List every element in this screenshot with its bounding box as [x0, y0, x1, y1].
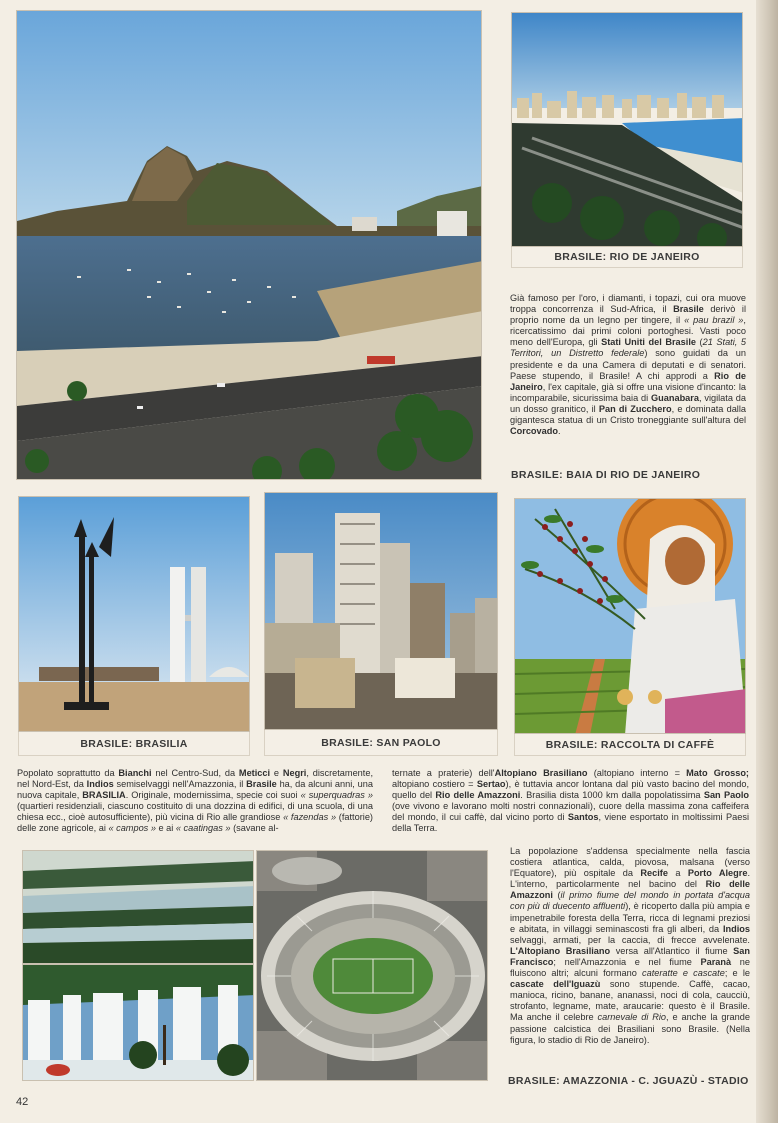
text-run: , vigilata da un dosso granitico, il [510, 392, 746, 414]
text-run: cascate dell'Iguazù [510, 979, 601, 990]
text-run: Rio de Janeiro [510, 370, 746, 392]
text-run: Negri [282, 768, 307, 778]
text-run: (altopiano interno = [587, 768, 687, 778]
page-edge [756, 0, 778, 1123]
text-run: Indios [86, 779, 114, 790]
text-run: ) sono guidati da un presidente e da una Camera di deputati e di senatori. Paese stupendo, il Brasile! A chi approdi a [510, 348, 746, 381]
text-run: , viene esportato in moltissimi Paesi della Terra. [392, 812, 749, 834]
text-brasilia-description [17, 768, 373, 835]
text-run: Mato Grosso; [686, 768, 749, 778]
text-run: ne fluiscono altri; alcuni formano [510, 956, 750, 979]
text-run: selvaggi, armati, per la caccia, di frecce avvelenate. [510, 934, 750, 945]
caption-amazzonia-stadio: BRASILE: AMAZZONIA - C. JGUAZÙ - STADIO [508, 1075, 749, 1087]
photo-rio-de-janeiro [511, 12, 743, 247]
text-run: derivò il proprio nome da un legno per tingere, il [510, 304, 747, 326]
text-run: L'Altopiano Brasiliano [510, 945, 611, 956]
caption-san-paolo: BRASILE: SAN PAOLO [264, 730, 498, 756]
text-run: « superquadras » [300, 790, 373, 801]
photo-stadio-maracana [256, 850, 488, 1081]
text-run: Porto Alegre [687, 868, 748, 879]
text-run: Santos [567, 812, 599, 823]
text-run: Altopiano Brasiliano [494, 768, 588, 778]
text-run: semiselvaggi nell'Amazzonia, il [113, 779, 247, 790]
text-run: (ove vivono e lavorano molti nostri connazionali), cuore della massima zona caffeifera del mondo, il cui caffè, dal vicino porto di [392, 801, 749, 823]
text-run: Guanabara [650, 392, 699, 403]
photo-brasilia [18, 496, 250, 732]
text-run: 21 Stati, 5 Territori, un Distretto federale [510, 337, 746, 359]
text-run: San Paolo [703, 790, 749, 801]
text-run: Brasile [673, 304, 704, 315]
text-run: il primo fiume del mondo in portata d'acqua con più di duecento affluenti [510, 890, 750, 912]
caption-raccolta-di-caffe: BRASILE: RACCOLTA DI CAFFÈ [514, 734, 746, 756]
text-run: ( [695, 337, 703, 348]
text-run: , l'ex capitale, già si offre una visione d'incanto: la incomparabile, sicurissima baia di [510, 381, 746, 403]
text-run: ternate a praterie) dell' [392, 768, 495, 778]
text-run: Indios [722, 923, 750, 934]
text-run: ; nell'Amazzonia e nel fiume [553, 956, 701, 967]
text-run: cateratte e cascate [641, 968, 725, 979]
text-run: , e anche la grande passione calcistica dei Brasiliani sono Brasile. (Nella figura, lo stadio di Rio de Janeiro). [510, 1012, 750, 1045]
text-san-paolo-description [392, 768, 749, 835]
text-run: carnevale di Rio [597, 1012, 667, 1023]
photo-baia-di-rio [16, 10, 482, 480]
text-run: (fattorie) delle zone agricole, ai [17, 812, 373, 834]
text-run: . Originale, modernissima, specie coi suoi [125, 790, 301, 801]
text-run: sono stupende. Caffè, cacao, manioca, ricino, banane, ananassi, noci di cola, caucciù, strofanto, legname, mate, araucarie: questo è il Brasile. Ma anche il celebre [510, 979, 751, 1023]
text-run: Meticci [238, 768, 271, 778]
text-run: Rio delle Amazzoni [510, 879, 750, 901]
text-run: Brasile [246, 779, 277, 790]
text-run: BRASILIA [82, 790, 126, 801]
text-run: (quartieri residenziali, ciascuno costituito di una dozzina di edifici, di una scuola, di una chiesa ecc., cioè autosufficiente), più vicina di Rio alle grandiose [17, 801, 373, 823]
text-run: ), è tuttavia ancor lontana dal più vasto bacino del mondo, quello del [392, 779, 749, 801]
photo-san-paolo [264, 492, 498, 730]
photo-cascate-iguazu [22, 964, 254, 1081]
text-amazzonia-description [510, 846, 750, 1046]
text-run: La popolazione s'addensa specialmente nella fascia costiera atlantica, calda, piovosa, malsana (verso l'Equatore), più ospitale da [510, 846, 750, 879]
text-run: « pau brazil » [684, 315, 744, 326]
photo-raccolta-di-caffe [514, 498, 746, 734]
text-run: « campos » [108, 823, 156, 834]
photo-amazzonia [22, 850, 254, 964]
text-run: a [667, 868, 688, 879]
caption-brasilia: BRASILE: BRASILIA [18, 732, 250, 756]
text-run: Recife [640, 868, 668, 879]
text-run: . L'interno, particolarmente nel bacino del [510, 868, 750, 890]
caption-baia-di-rio: BRASILE: BAIA DI RIO DE JANEIRO [511, 469, 701, 481]
text-run: « fazendas » [283, 812, 337, 823]
text-run: , e dominata dalla gigantesca statua di un Cristo troneggiante sull'altura del [510, 403, 746, 426]
text-run: Sertao [476, 779, 506, 790]
text-run: altopiano costiero = [392, 779, 477, 790]
text-run: Già famoso per l'oro, i diamanti, i topazi, cui ora muove troppa concorrenza il Sud-Africa, il [510, 293, 746, 315]
text-run: ), è ricoperto dalla più ampia e impenetrabile foresta della Terra, ricca di legnami preziosi e abitata, in villaggi seminascosti fra gli alberi, da [510, 901, 750, 934]
caption-rio-de-janeiro: BRASILE: RIO DE JANEIRO [511, 247, 743, 268]
text-run: Paranà [700, 956, 732, 967]
text-run: San Francisco [510, 945, 750, 967]
text-run: (savane al- [230, 823, 279, 834]
text-run: Bianchi [118, 768, 152, 778]
text-run: « caatingas » [175, 823, 231, 834]
text-run: e ai [155, 823, 176, 834]
text-rio-description [510, 293, 746, 437]
text-run: Corcovado [510, 426, 558, 437]
text-run: ( [552, 890, 561, 901]
text-run: ; e le [724, 968, 750, 979]
page-number: 42 [16, 1096, 29, 1108]
text-run: Pan di Zucchero [598, 403, 672, 414]
text-run: e [270, 768, 283, 778]
text-run: , ricercatissimo dai primi coloni portoghesi. Vasti poco meno dell'Europa, gli [510, 315, 746, 348]
text-run: nel Centro-Sud, da [151, 768, 239, 778]
text-run: Popolato soprattutto da [17, 768, 119, 778]
text-run: Rio delle Amazzoni [435, 790, 521, 801]
text-run: versa all'Atlantico il fiume [610, 945, 734, 956]
text-run: , discretamente, nel Nord-Est, da [17, 768, 373, 790]
text-run: Stati Uniti del Brasile [601, 337, 696, 348]
text-run: ha, da alcuni anni, una nuova capitale, [17, 779, 373, 801]
text-run: . Brasilia dista 1000 km dalla popolatissima [520, 790, 704, 801]
text-run: . [558, 426, 561, 437]
